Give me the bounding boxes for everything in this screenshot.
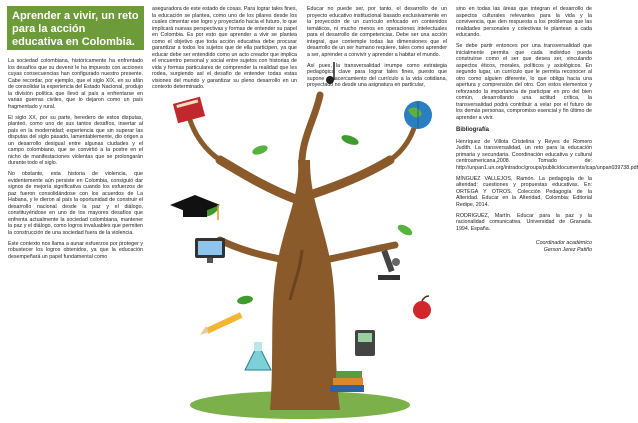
paragraph: sino en todas las áreas que integran el desarrollo de aspectos culturales relevantes para la vida y la convivencia, que den respuesta a los problemas que las realidades personales y colectivas le plantean a cada educando. xyxy=(456,6,592,38)
branch-right xyxy=(310,160,390,195)
column-3 xyxy=(307,6,447,93)
microscope-icon xyxy=(378,250,400,280)
apple-icon xyxy=(413,296,431,319)
paragraph: La sociedad colombiana, históricamente ha enfrentado los desafíos que su devenir le ha impuesto con acciones cuyas consecuencias han configurado nuestro presente. Cabe recordar, por ejemplo, que el siglo XIX, en su afán de consolidar la experiencia del Estado Nacional, produjo la división política que llevó al país a enfrentarse en varias guerras civiles, que lo dejaron como un país fragmentado y rural. xyxy=(8,58,143,110)
bibliography-entry: MÍNGUEZ VALLEJOS, Ramón. La pedagogía de la alteridad: cuestiones y propuestas educativas. En: ORTEGA Y OTROS. Colección Pedagogía de la Alteridad. Educar en la Alteridad, Colombia: Editorial Redipe, 2014. xyxy=(456,175,592,208)
paragraph: Educar no puede ser, por tanto, el desarrollo de un proyecto educativo institucional basado exclusivamente en la proyección de un currículo enfocado en contenidos temáticos, ni mucho menos en operaciones intelectuales para el desarrollo de competencias. Debe ser una acción integral, que contemple todas las dimensiones que el desarrollo de un ser humano requiere, tales como aprender a ser, aprender a convivir y aprender a habitar el mundo. xyxy=(307,6,447,58)
column-4 xyxy=(456,6,638,253)
signature-block xyxy=(456,240,592,253)
book-icon xyxy=(173,97,205,124)
leaf xyxy=(396,223,414,238)
signature-name: Gerson Jerez Patiño xyxy=(543,246,592,253)
globe-icon xyxy=(404,101,432,129)
branch-left xyxy=(220,160,298,200)
column-1 xyxy=(8,58,143,265)
flask-icon xyxy=(245,342,271,370)
signature-role: Coordinador académico xyxy=(535,240,592,246)
bibliography-entry: RODRIGUEZ, Martín. Educar para la paz y la racionalidad comunicativa. Universidad de Granada. 1994. España. xyxy=(456,212,592,232)
bibliography-heading: Bibliografía xyxy=(456,127,490,133)
computer-icon xyxy=(195,238,225,263)
leaf xyxy=(236,295,253,306)
leaf xyxy=(251,144,269,157)
leaf xyxy=(340,133,360,147)
paragraph: aseguradora de este estado de cosas. Para lograr tales fines, la educación se plantea, como uno de los pilares desde los cuales cimentar ese logro y proyectarlo hacia el futuro, lo que implicará nuevas perspectivas y formas de entender su papel en Colombia. Es por esto que aprender a vivir se plantea como el objetivo que toda acción educativa debe procurar garantizar a todos los sujetos que de ella participen, ya que educar debe ser entendido como un acto creador que implica el encuentro personal y social entre sujetos con historias de vida y formas particulares de comprender la realidad que les rodea, surgiendo así el desafío de entender todas estas visiones del mundo y garantizar su pleno desarrollo en un contexto determinado. xyxy=(152,6,297,90)
paragraph: Este contexto nos llama a aunar esfuerzos por proteger y robustecer los logros obtenidos, ya que la educación desempeñará un papel fundamental como xyxy=(8,240,143,260)
paragraph: El siglo XX, por su parte, heredero de estos disputas, planteó, como uno de sus tantos desafíos, insertar al país en la modernidad; experiencia que sin superar las disputas del siglo pasado, lamentablemente, dio origen a un desarrollo desigual entre algunas ciudades y el campo colombiano, que se convirtió a la postre en el nicho de manifestaciones violentas que se prolongarán durante todo el siglo. xyxy=(8,114,143,166)
article-title: Aprender a vivir, un reto para la acción educativa en Colombia. xyxy=(7,6,144,50)
column-2 xyxy=(152,6,297,95)
branch-top xyxy=(302,95,320,170)
paragraph: Así pues, la transversalidad irrumpe como estrategia pedagógica clave para lograr tales fines, puesto que supone un acercamiento del currículo a la vida cotidiana, proyectado no desde una asignatura en particular, xyxy=(307,62,447,88)
tablet-icon xyxy=(355,330,375,356)
paragraph: No obstante, esta historia de violencia, que evidentemente aún persiste en Colombia, consiguió dar signos de mejoría significativa cuando los esfuerzos de paz fueron consolidándose con los acuerdos de La Habana, y le dieron al país la oportunidad de construir el desarrollo nacional desde la paz y el diálogo, constituyéndose en uno de los mayores desafíos que enfrenta actualmente la sociedad colombiana, mantener la paz y el diálogo, como logros invaluables que permiten la construcción de una sociedad fuera de la violencia. xyxy=(8,171,143,236)
pencil-icon xyxy=(200,312,242,335)
bibliography-entry: Henríquez de Villota Cristelina y Reyes de Romero Judith. La transversalidad, un reto para la educación primaria y secundaria. Coordinación educativa y cultural centroamericana,2008. Tomado de: http://unpan1.un.org/intradoc/groups/public/documents/icap/unpan039738.pdf xyxy=(456,138,638,171)
paragraph: Se debe partir entonces por una transversalidad que inicialmente permita que cada individuo pueda construirse como el ser que desea ser, vinculando aspectos éticos, morales, políticos y axiológicos. En segundo lugar, un currículo que le permita reconocer al otro como alguien diferente, lo que obliga hacia una apertura y comprensión del otro. Con estos elementos y reforzando la importancia de participar en pro del bien común, desarrollando una actitud crítica, la transversalidad podrá contribuir a velar por el futuro de los demás personas, compromiso esencial y fin último de aprender a vivir. xyxy=(456,43,592,121)
graduation-cap-icon xyxy=(170,195,220,220)
